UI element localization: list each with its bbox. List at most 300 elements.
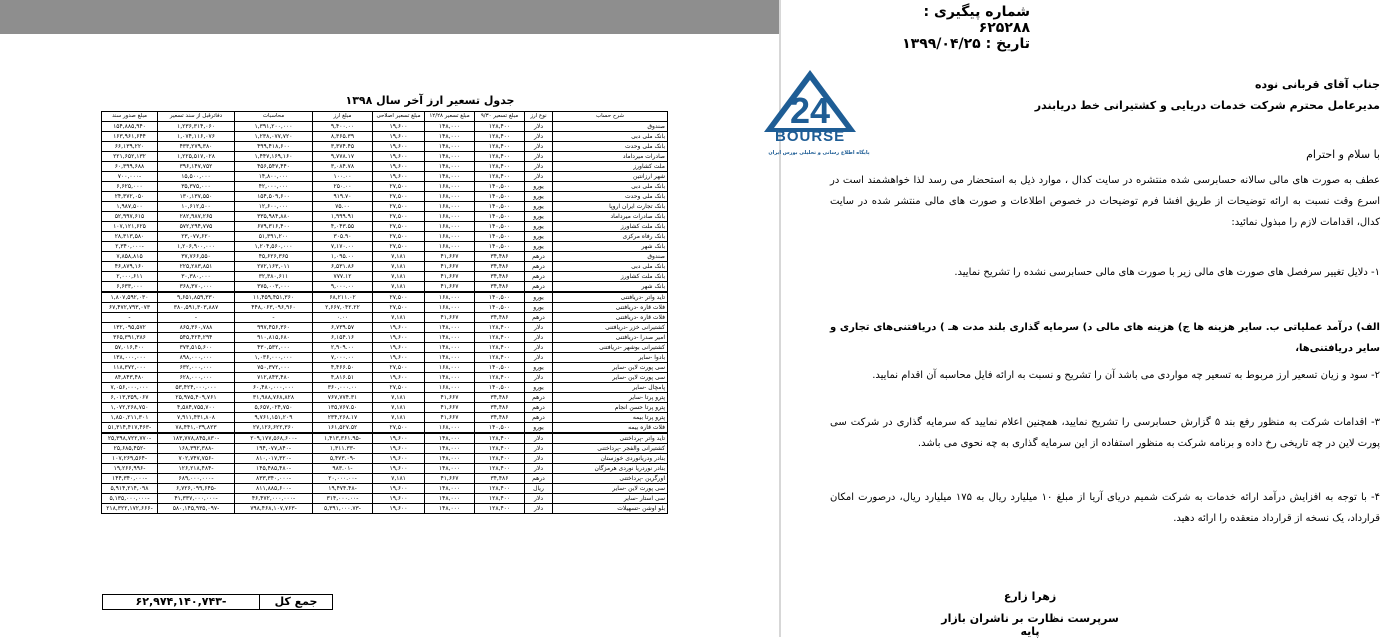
table-cell: صندوق bbox=[553, 252, 668, 262]
table-cell: ۳۹۶,۱۴۷,۷۵۲ bbox=[158, 162, 235, 172]
total-label: جمع کل bbox=[259, 594, 333, 610]
table-cell: ۱۶۸,۰۰۰ bbox=[425, 212, 475, 222]
table-cell: ۶,۷۳۹.۵۷ bbox=[313, 323, 373, 333]
table-cell: ۱۹,۶۰۰ bbox=[373, 484, 425, 494]
table-cell: ۳۲,۳۸۰,۶۱۱ bbox=[235, 272, 313, 282]
table-cell: -۱۴۵,۴۸۵,۴۸۰ bbox=[235, 464, 313, 474]
table-cell: ۸۹۸,۰۰۰,۰۰۰ bbox=[158, 353, 235, 363]
table-cell: ۱,۲۳۸,۰۷۷,۷۲۰ bbox=[235, 132, 313, 142]
table-cell: ۱۰,۶۱۲,۵۰۰ bbox=[158, 202, 235, 212]
table-row bbox=[102, 423, 668, 434]
table-cell: ۳۴,۴۸۶ bbox=[475, 313, 525, 323]
table-row bbox=[102, 272, 668, 282]
table-cell: ۴۱,۶۶۷ bbox=[425, 272, 475, 282]
table-cell: ۱۴۸,۰۰۰ bbox=[425, 454, 475, 464]
table-cell: ۱,۳۹۱,۲۰۰,۰۰۰ bbox=[235, 122, 313, 132]
table-cell: -۲۱۸,۳۲۲,۱۷۲,۶۶۶ bbox=[102, 504, 158, 514]
table-cell: ۱۴۰,۵۰۰ bbox=[475, 192, 525, 202]
table-cell: ۱۲۸,۴۰۰ bbox=[475, 152, 525, 162]
table-cell: یورو bbox=[525, 202, 553, 212]
table-cell: شهر ارزانتین bbox=[553, 172, 668, 182]
table-cell: -۱۴۴,۳۴۰,۰۰۰ bbox=[102, 474, 158, 484]
table-row bbox=[102, 162, 668, 172]
table-cell: ۴,۸۱۶.۵۱ bbox=[313, 373, 373, 383]
table-cell: یورو bbox=[525, 383, 553, 393]
table-cell: ۴,۴۶۶.۵۰ bbox=[313, 363, 373, 373]
table-cell: ۷,۱۸۱ bbox=[373, 272, 425, 282]
table-cell: ۵۷۲,۲۹۴,۷۷۵ bbox=[158, 222, 235, 232]
table-cell: ۶۶,۱۳۹,۲۲۰ bbox=[102, 142, 158, 152]
table-cell: سی پورت لاین -سایر bbox=[553, 484, 668, 494]
table-cell: ۷,۸۵۸,۸۱۵ bbox=[102, 252, 158, 262]
letter-item-2: ۲- سود و زیان تسعیر ارز مربوط به تسعیر چه مواردی می باشد آن را تشریح و نسبت به ارائه فایل محاسبه آن اقدام نمایید. bbox=[872, 370, 1380, 381]
table-cell: درهم bbox=[525, 474, 553, 484]
table-cell: ۵,۹۱۴,۲۱۴,۰۹۸ bbox=[102, 484, 158, 494]
table-cell: -۱۹,۲۶۶,۹۹۶ bbox=[102, 464, 158, 474]
table-cell: ۱۴۸,۰۰۰ bbox=[425, 444, 475, 454]
table-cell: بانک ملی دبی bbox=[553, 262, 668, 272]
table-cell: ۱۹,۶۰۰ bbox=[373, 373, 425, 383]
table-cell: ۳۸۰,۵۹۱,۳۰۳,۸۸۷ bbox=[158, 303, 235, 313]
table-cell: درهم bbox=[525, 282, 553, 293]
table-cell: ۲۸۲,۹۸۷,۲۶۵ bbox=[158, 212, 235, 222]
table-cell: ۲۲۱,۶۵۲,۱۳۲ bbox=[102, 152, 158, 162]
table-cell: ۲۷,۵۰۰ bbox=[373, 212, 425, 222]
table-cell: ۴۱,۶۶۷ bbox=[425, 282, 475, 293]
table-cell: سی پورت لاین -سایر bbox=[553, 373, 668, 383]
logo-wordmark: BOURSE bbox=[775, 128, 846, 145]
table-cell: ۱۴۰,۵۰۰ bbox=[475, 423, 525, 434]
table-cell: ۳۶۵,۳۹۱,۳۸۶ bbox=[102, 333, 158, 343]
table-row bbox=[102, 343, 668, 353]
table-cell: ۲,۶۶۷,۰۴۲.۲۲ bbox=[313, 303, 373, 313]
table-cell: ۵۴۵,۴۲۴,۲۹۴ bbox=[158, 333, 235, 343]
table-row bbox=[102, 192, 668, 202]
table-cell: ۱۹,۶۰۰ bbox=[373, 353, 425, 363]
signer-title: سرپرست نظارت بر ناشران بازار پایه bbox=[941, 612, 1119, 638]
table-cell: صادرات میرداماد bbox=[553, 152, 668, 162]
table-cell: ۴۳۰,۵۳۲,۰۰۰ bbox=[235, 343, 313, 353]
table-cell: ۱۱,۴۵۹,۴۵۱,۳۶۰ bbox=[235, 292, 313, 303]
table-row bbox=[102, 152, 668, 162]
table-cell: ۱,۸۰۷,۵۹۲,۰۳۰ bbox=[102, 292, 158, 303]
table-cell: ۴۱,۶۶۷ bbox=[425, 252, 475, 262]
table-cell: ۲,۹۰۹.۰۰ bbox=[313, 343, 373, 353]
table-cell: ۱۴۸,۰۰۰ bbox=[425, 152, 475, 162]
table-cell: ۴۶,۸۷۹,۱۶۰ bbox=[102, 262, 158, 272]
table-cell: اورگرین -پرداختنی bbox=[553, 474, 668, 484]
table-row bbox=[102, 444, 668, 454]
table-cell: ۱۲۸,۴۰۰ bbox=[475, 494, 525, 504]
table-header-cell: دفاترقبل از سند تسعیر bbox=[158, 112, 235, 122]
table-cell: ۷,۰۰۰.۰۰ bbox=[313, 353, 373, 363]
table-cell: -۴۶,۴۷۲,۰۰۰,۰۰۰ bbox=[235, 494, 313, 504]
table-row bbox=[102, 383, 668, 393]
table-cell: ۳۴,۴۸۶ bbox=[475, 393, 525, 403]
table-cell: ۱۴۸,۰۰۰ bbox=[425, 433, 475, 444]
table-cell: یورو bbox=[525, 292, 553, 303]
table-cell: -۵,۳۹۱,۰۰۰.۷۳ bbox=[313, 504, 373, 514]
table-cell: ۱۹,۶۰۰ bbox=[373, 132, 425, 142]
table-cell: -۷۰۲,۷۴۷,۷۵۶ bbox=[158, 454, 235, 464]
table-cell: ۱۶۱,۵۲۷.۵۲ bbox=[313, 423, 373, 434]
table-row bbox=[102, 353, 668, 363]
table-cell: دلار bbox=[525, 343, 553, 353]
table-cell: ۱۳۰,۱۳۷,۵۵۰ bbox=[158, 192, 235, 202]
table-cell: ۷,۰۵۶,۰۰۰,۰۰۰ bbox=[102, 383, 158, 393]
table-cell: ۷۵.۰۰ bbox=[313, 202, 373, 212]
table-cell: ۱۳۵,۷۶۷.۵۰ bbox=[313, 403, 373, 413]
table-cell: ۳۶۰,۰۰۰.۰۰ bbox=[313, 383, 373, 393]
table-cell: ۱۹,۶۰۰ bbox=[373, 464, 425, 474]
letter-item-1-detail: الف) درآمد عملیاتی ب. سایر هزینه ها ج) هزینه های مالی د) سرمایه گذاری بلند مدت هـ ) دریافتنی‌های تجاری و سایر دریافتنی‌ها، bbox=[830, 322, 1380, 354]
table-cell: ۱۶۸,۰۰۰ bbox=[425, 423, 475, 434]
table-cell: ۹,۴۰۰.۰۰ bbox=[313, 122, 373, 132]
table-row bbox=[102, 413, 668, 423]
table-cell: ۱۲,۶۰۰,۰۰۰ bbox=[235, 202, 313, 212]
table-header-cell: مبلغ تسعیر ۱۲/۲۸ bbox=[425, 112, 475, 122]
table-cell: - bbox=[235, 313, 313, 323]
table-cell: ۹,۶۵۱,۸۵۹,۳۳۰ bbox=[158, 292, 235, 303]
recipient-title: مدیرعامل محترم شرکت خدمات دریایی و کشتیرانی خط دریابندر bbox=[1034, 99, 1380, 112]
table-row bbox=[102, 262, 668, 272]
table-row bbox=[102, 474, 668, 484]
table-cell: درهم bbox=[525, 393, 553, 403]
fx-translation-table bbox=[101, 111, 668, 514]
table-cell: ۱۶۸,۰۰۰ bbox=[425, 292, 475, 303]
table-cell: ۱۶۸,۰۰۰ bbox=[425, 363, 475, 373]
table-row bbox=[102, 242, 668, 252]
table-cell: صندوق bbox=[553, 122, 668, 132]
table-cell: ۲۲۵,۲۸۳,۸۵۱ bbox=[158, 262, 235, 272]
table-cell: درهم bbox=[525, 262, 553, 272]
table-cell: ۲۷,۵۰۰ bbox=[373, 182, 425, 192]
table-cell: کشتیرانی والفجر -پرداختنی bbox=[553, 444, 668, 454]
table-cell: یورو bbox=[525, 222, 553, 232]
table-cell: ۳۷,۷۶۶,۵۵۰ bbox=[158, 252, 235, 262]
table-cell: ۱۴۸,۰۰۰ bbox=[425, 373, 475, 383]
table-cell: ۳۵,۳۷۵,۰۰۰ bbox=[158, 182, 235, 192]
table-cell: ۶۰,۴۸۰,۰۰۰,۰۰۰ bbox=[235, 383, 313, 393]
table-cell: ۱۴۸,۰۰۰ bbox=[425, 162, 475, 172]
table-cell: ۱۹,۶۰۰ bbox=[373, 333, 425, 343]
table-cell: یورو bbox=[525, 182, 553, 192]
table-cell: ۷,۱۸۱ bbox=[373, 393, 425, 403]
table-cell: یورو bbox=[525, 303, 553, 313]
table-cell: ۶۸,۲۱۱.۰۲ bbox=[313, 292, 373, 303]
table-cell: ۲۴,۳۷۲,۰۵۰ bbox=[102, 192, 158, 202]
table-cell: بانک تجارت ایران اروپا bbox=[553, 202, 668, 212]
recipient-name: جناب آقای قربانی نوده bbox=[1254, 78, 1380, 91]
table-cell: -۷۹۸,۴۶۸,۱۰۷,۷۶۳ bbox=[235, 504, 313, 514]
table-cell: -۵,۱۳۵,۰۰۰,۰۰۰ bbox=[102, 494, 158, 504]
table-cell: ۱۲۸,۴۰۰ bbox=[475, 454, 525, 464]
table-cell: بانک شهر bbox=[553, 242, 668, 252]
table-cell: ۱,۰۷۴,۱۱۶,۰۷۶ bbox=[158, 132, 235, 142]
table-cell: ۳۴,۴۸۶ bbox=[475, 403, 525, 413]
table-cell: ۴۱,۶۶۷ bbox=[425, 403, 475, 413]
table-cell: ۶,۰۱۳,۳۵۹,۰۶۷ bbox=[102, 393, 158, 403]
table-cell: ۱۴۰,۵۰۰ bbox=[475, 242, 525, 252]
table-cell: ۱۶۸,۰۰۰ bbox=[425, 222, 475, 232]
table-cell: ۳۷۵,۰۰۳,۰۰۰ bbox=[235, 282, 313, 293]
table-cell: ۲۵,۹۷۵,۴۰۹,۷۶۱ bbox=[158, 393, 235, 403]
table-cell: ۷۶۷,۷۷۴.۳۱ bbox=[313, 393, 373, 403]
table-cell: -۵۸۰,۱۴۵,۹۳۵,۰۹۷ bbox=[158, 504, 235, 514]
table-cell: ۴۱,۶۶۷ bbox=[425, 262, 475, 272]
table-cell: بلو اوشن -تسهیلات bbox=[553, 504, 668, 514]
table-cell: ۲۳,۰۷۷,۶۲۰ bbox=[158, 232, 235, 242]
table-cell: -۸۳۳,۳۴۰,۰۰۰ bbox=[235, 474, 313, 484]
table-cell: دلار bbox=[525, 454, 553, 464]
table-cell: ۱۴۸,۰۰۰ bbox=[425, 142, 475, 152]
table-cell: ۱۲۸,۴۰۰ bbox=[475, 333, 525, 343]
table-cell: ۵۳,۴۲۴,۰۰۰,۰۰۰ bbox=[158, 383, 235, 393]
table-cell: -۶۸۹,۰۰۰,۰۰۰ bbox=[158, 474, 235, 484]
table-cell: ۷۱۲,۸۴۳,۴۸۰ bbox=[235, 373, 313, 383]
table-cell: ۱۴۸,۰۰۰ bbox=[425, 172, 475, 182]
table-cell: ۱,۰۹۵.۰۰ bbox=[313, 252, 373, 262]
table-cell: ۲۷,۱۲۶,۶۲۲,۳۶۰ bbox=[235, 423, 313, 434]
table-cell: ۱۴۸,۰۰۰ bbox=[425, 464, 475, 474]
table-cell: ۳۶۸,۳۷۰,۰۰۰ bbox=[158, 282, 235, 293]
table-cell: ۵۲,۹۹۷,۶۱۵ bbox=[102, 212, 158, 222]
table-cell: ملت کشاورز bbox=[553, 162, 668, 172]
table-cell: ۲۵۰.۰۰ bbox=[313, 182, 373, 192]
table-cell: دلار bbox=[525, 353, 553, 363]
table-cell: دلار bbox=[525, 494, 553, 504]
table-cell: ۲۷,۵۰۰ bbox=[373, 363, 425, 373]
table-cell: ۷,۱۸۱ bbox=[373, 413, 425, 423]
table-cell: ۲۷,۵۰۰ bbox=[373, 292, 425, 303]
table-cell: دلار bbox=[525, 122, 553, 132]
table-cell: ۶,۶۳۳,۰۰۰ bbox=[102, 282, 158, 293]
table-row bbox=[102, 132, 668, 142]
table-cell: ۱۶۸,۰۰۰ bbox=[425, 383, 475, 393]
total-value: -۶۲,۹۷۴,۱۴۰,۷۴۳ bbox=[102, 594, 259, 610]
table-cell: ۱۹,۶۰۰ bbox=[373, 152, 425, 162]
table-cell: پترو پرتا بیمه bbox=[553, 413, 668, 423]
table-cell: -۳۱۴,۰۰۰.۰۰ bbox=[313, 494, 373, 504]
table-cell: بادوا -سایر bbox=[553, 353, 668, 363]
table-cell: ۱۴۸,۰۰۰ bbox=[425, 132, 475, 142]
table-cell: ۱۲۸,۴۰۰ bbox=[475, 142, 525, 152]
table-cell: ۱۴۰,۵۰۰ bbox=[475, 292, 525, 303]
table-cell: ۷,۹۱۱,۴۳۱,۸۰۸ bbox=[158, 413, 235, 423]
table-row bbox=[102, 333, 668, 343]
table-cell: -۲۰۹,۱۷۷,۵۶۸,۶۰۰ bbox=[235, 433, 313, 444]
table-cell: ۱,۹۸۷,۵۰۰ bbox=[102, 202, 158, 212]
table-cell: دلار bbox=[525, 433, 553, 444]
table-header-cell: مبلغ صدور سند bbox=[102, 112, 158, 122]
table-cell: ۱۴۸,۰۰۰ bbox=[425, 333, 475, 343]
table-cell: ۴۱,۶۶۷ bbox=[425, 413, 475, 423]
table-cell: ۱۹,۶۰۰ bbox=[373, 323, 425, 333]
table-cell: سی پورت لاین -سایر bbox=[553, 363, 668, 373]
table-cell: ۹,۷۷۸.۱۷ bbox=[313, 152, 373, 162]
table-cell: -۱۸۳,۷۷۸,۸۴۵,۸۳۰ bbox=[158, 433, 235, 444]
table-cell: دلار bbox=[525, 464, 553, 474]
table-cell: ۱۲۸,۴۰۰ bbox=[475, 343, 525, 353]
table-cell: ۱۶۸,۰۰۰ bbox=[425, 192, 475, 202]
table-cell: ۵۷,۰۱۶,۴۰۰ bbox=[102, 343, 158, 353]
table-cell: ۲۸,۳۱۳,۵۸۰ bbox=[102, 232, 158, 242]
table-cell: پترو پرتا حسن انجام bbox=[553, 403, 668, 413]
table-cell: ۱۹,۶۰۰ bbox=[373, 343, 425, 353]
table-cell: -۵,۴۷۳.۰۹ bbox=[313, 454, 373, 464]
table-cell: ۱,۴۴۷,۱۶۹,۱۶۰ bbox=[235, 152, 313, 162]
table-cell: -۱,۴۱۳,۳۶۱.۹۵ bbox=[313, 433, 373, 444]
table-cell: دلار bbox=[525, 142, 553, 152]
table-header-cell: مبلغ تسعیر ۹/۳۰ bbox=[475, 112, 525, 122]
table-cell: ۴۴۸,۰۶۳,۰۹۶,۹۶۰ bbox=[235, 303, 313, 313]
table-cell: ۱۴۸,۰۰۰ bbox=[425, 494, 475, 504]
table-cell: ۱۴,۸۰۰,۰۰۰ bbox=[235, 172, 313, 182]
table-header-row bbox=[102, 112, 668, 122]
table-cell: -۲۵,۳۹۸,۷۲۲,۷۷۰ bbox=[102, 433, 158, 444]
table-cell: یورو bbox=[525, 363, 553, 373]
table-cell: بانک رفاه مرکزی bbox=[553, 232, 668, 242]
table-cell: تاید واتر -پرداختنی bbox=[553, 433, 668, 444]
table-cell: دلار bbox=[525, 132, 553, 142]
table-cell: ۱۶۸,۰۰۰ bbox=[425, 202, 475, 212]
table-cell: -۱۹۴,۰۷۷,۸۴۰ bbox=[235, 444, 313, 454]
table-row bbox=[102, 222, 668, 232]
table-cell: ۱۴۸,۰۰۰ bbox=[425, 323, 475, 333]
table-cell: ۲۷,۵۰۰ bbox=[373, 423, 425, 434]
table-cell: ۱۴۰,۵۰۰ bbox=[475, 383, 525, 393]
table-cell: دلار bbox=[525, 172, 553, 182]
table-header-cell: مبلغ ارز bbox=[313, 112, 373, 122]
table-cell: ۳۷۳,۵۱۵,۶۰۰ bbox=[158, 343, 235, 353]
table-cell: ۸۶۵,۳۶۰,۷۸۸ bbox=[158, 323, 235, 333]
table-cell: ۱۲۸,۴۰۰ bbox=[475, 353, 525, 363]
table-cell: ۱۹,۶۰۰ bbox=[373, 433, 425, 444]
letter-date: تاریخ : ۱۳۹۹/۰۴/۲۵ bbox=[902, 36, 1030, 52]
table-cell: ۷,۱۸۱ bbox=[373, 282, 425, 293]
table-cell: کشتیرانی خزر -دریافتنی bbox=[553, 323, 668, 333]
table-cell: پامچال -سایر bbox=[553, 383, 668, 393]
table-cell: ۷,۱۸۱ bbox=[373, 313, 425, 323]
table-cell: ۴,۵۸۴,۷۵۵,۷۰۰ bbox=[158, 403, 235, 413]
table-cell: دلار bbox=[525, 152, 553, 162]
table-cell: ۹۱۹.۷۰ bbox=[313, 192, 373, 202]
table-cell: دلار bbox=[525, 504, 553, 514]
table-cell: ۱۰۰.۰۰ bbox=[313, 172, 373, 182]
table-cell: ۵,۶۵۷,۰۲۴,۷۵۰ bbox=[235, 403, 313, 413]
table-cell: ۱۲۸,۴۰۰ bbox=[475, 132, 525, 142]
table-cell: -۱۲۶,۲۱۸,۴۸۴ bbox=[158, 464, 235, 474]
table-cell: ۶۷۹,۳۱۶,۴۰۰ bbox=[235, 222, 313, 232]
letter-item-1: ۱- دلایل تغییر سرفصل های صورت های مالی زیر با صورت های مالی حسابرسی نشده را تشریح نمایید. bbox=[954, 267, 1380, 278]
table-cell: کشتیرانی بوشهر -دریافتنی bbox=[553, 343, 668, 353]
table-cell: بانک شهر bbox=[553, 282, 668, 293]
table-cell: ۱۲۸,۴۰۰ bbox=[475, 373, 525, 383]
table-cell: ۱۴۸,۰۰۰ bbox=[425, 353, 475, 363]
table-cell: امیر صدرا -دریافتنی bbox=[553, 333, 668, 343]
table-cell: ۳,۳۷۴.۴۵ bbox=[313, 142, 373, 152]
table-cell: ۱۶۸,۰۰۰ bbox=[425, 232, 475, 242]
table-cell: ۳۱,۹۸۸,۷۶۸,۸۲۸ bbox=[235, 393, 313, 403]
table-row bbox=[102, 202, 668, 212]
table-cell: ۷۵۰,۳۷۲,۰۰۰ bbox=[235, 363, 313, 373]
table-cell: دلار bbox=[525, 444, 553, 454]
table-cell: ۲۷,۵۰۰ bbox=[373, 202, 425, 212]
table-cell: -۱,۳۱۱.۳۳ bbox=[313, 444, 373, 454]
table-cell: ۱۴۰,۵۰۰ bbox=[475, 303, 525, 313]
table-cell: -۲,۳۴۰,۰۰۰ bbox=[102, 242, 158, 252]
table-cell: -۸۱۰,۰۱۷,۳۲۰ bbox=[235, 454, 313, 464]
table-cell: ۱۰۷,۱۲۱,۶۲۵ bbox=[102, 222, 158, 232]
table-row bbox=[102, 252, 668, 262]
table-cell: ۱۲۸,۴۰۰ bbox=[475, 433, 525, 444]
table-cell: ۱۴۸,۰۰۰ bbox=[425, 484, 475, 494]
table-cell: دلار bbox=[525, 373, 553, 383]
table-cell: ۷,۱۸۱ bbox=[373, 474, 425, 484]
table-cell: ۱۹,۶۰۰ bbox=[373, 142, 425, 152]
table-cell: -۵۱,۳۱۴,۴۱۷,۴۶۳ bbox=[102, 423, 158, 434]
table-cell: ۲۳۴,۲۶۸.۱۷ bbox=[313, 413, 373, 423]
table-row bbox=[102, 403, 668, 413]
table-cell: ۱۴۸,۰۰۰ bbox=[425, 122, 475, 132]
table-cell: ۱۲۸,۴۰۰ bbox=[475, 162, 525, 172]
table-cell: ۱۴۰,۵۰۰ bbox=[475, 182, 525, 192]
table-cell: ۶,۶۲۵,۰۰۰ bbox=[102, 182, 158, 192]
table-cell: -۲۰,۰۰۰.۰۰ bbox=[313, 474, 373, 484]
table-cell: فلات قاره بیمه bbox=[553, 423, 668, 434]
table-cell: ۶,۵۳۱.۸۶ bbox=[313, 262, 373, 272]
table-cell: ۳۳۵,۹۸۴,۸۸۰ bbox=[235, 212, 313, 222]
table-cell: ۹,۰۰۰.۰۰ bbox=[313, 282, 373, 293]
table-cell: -۶,۷۲۶,۰۹۹,۶۴۵ bbox=[158, 484, 235, 494]
table-row bbox=[102, 232, 668, 242]
table-cell: ۴,۰۴۳.۵۵ bbox=[313, 222, 373, 232]
table-cell: -۲۵,۶۸۵,۴۵۲ bbox=[102, 444, 158, 454]
table-header-cell: شرح حساب bbox=[553, 112, 668, 122]
viewer-top-bar bbox=[0, 0, 780, 34]
table-cell: ریال bbox=[525, 484, 553, 494]
table-cell: ۳۴,۴۸۶ bbox=[475, 252, 525, 262]
table-cell: ۲۷,۵۰۰ bbox=[373, 242, 425, 252]
table-cell: ۱۹,۶۰۰ bbox=[373, 162, 425, 172]
table-row bbox=[102, 172, 668, 182]
table-cell: ۱۲۸,۴۰۰ bbox=[475, 444, 525, 454]
table-cell: بانک صادرات میرداماد bbox=[553, 212, 668, 222]
table-cell: ۱۹,۶۰۰ bbox=[373, 494, 425, 504]
table-cell: ۱۵۴,۵۰۹,۶۰۰ bbox=[235, 192, 313, 202]
table-cell: - bbox=[102, 313, 158, 323]
table-row bbox=[102, 282, 668, 293]
table-row bbox=[102, 142, 668, 152]
table-header-cell: نوع ارز bbox=[525, 112, 553, 122]
tracking-number: شماره پیگیری : ۶۲۵۲۸۸ bbox=[923, 4, 1030, 36]
table-cell: بانک ملی وحدت bbox=[553, 192, 668, 202]
table-cell: ۱,۰۳۶,۰۰۰,۰۰۰ bbox=[235, 353, 313, 363]
table-cell: فلات قاره -دریافتنی bbox=[553, 313, 668, 323]
table-cell: درهم bbox=[525, 252, 553, 262]
table-cell: -۴۱,۳۳۷,۰۰۰,۰۰۰ bbox=[158, 494, 235, 504]
table-row bbox=[102, 494, 668, 504]
table-row bbox=[102, 454, 668, 464]
table-cell: ۳,۰۸۴.۷۸ bbox=[313, 162, 373, 172]
table-cell: ۱۲۸,۴۰۰ bbox=[475, 504, 525, 514]
table-cell: دلار bbox=[525, 162, 553, 172]
table-cell: ۸۴,۸۴۳,۴۸۰ bbox=[102, 373, 158, 383]
table-cell: ۳۴,۴۸۶ bbox=[475, 413, 525, 423]
table-cell: ۱۵۴,۸۸۵,۹۴۰ bbox=[102, 122, 158, 132]
table-cell: درهم bbox=[525, 272, 553, 282]
table-cell: ۱۲۸,۴۰۰ bbox=[475, 464, 525, 474]
